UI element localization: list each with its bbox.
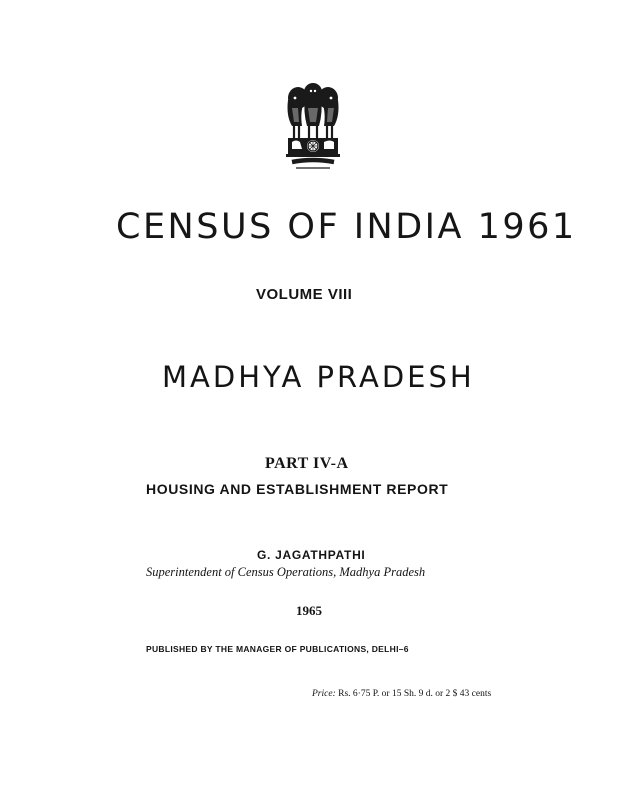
- state-heading: MADHYA PRADESH: [162, 360, 475, 394]
- part-label: PART IV-A: [265, 455, 349, 472]
- author-name: G. JAGATHPATHI: [257, 548, 366, 562]
- publication-year: 1965: [296, 603, 322, 618]
- page-title: CENSUS OF INDIA 1961: [116, 207, 577, 247]
- volume-label: VOLUME VIII: [256, 286, 353, 303]
- price-line: [312, 689, 491, 699]
- publisher-line: PUBLISHED BY THE MANAGER OF PUBLICATIONS, DELHI–6: [146, 644, 409, 654]
- price-value: Rs. 6·75 P. or 15 Sh. 9 d. or 2 $ 43 cents: [338, 689, 492, 699]
- report-title: HOUSING AND ESTABLISHMENT REPORT: [146, 481, 449, 497]
- national-emblem-icon: [278, 78, 348, 178]
- price-label: Price:: [312, 689, 336, 699]
- author-designation: Superintendent of Census Operations, Madhya Pradesh: [146, 565, 426, 579]
